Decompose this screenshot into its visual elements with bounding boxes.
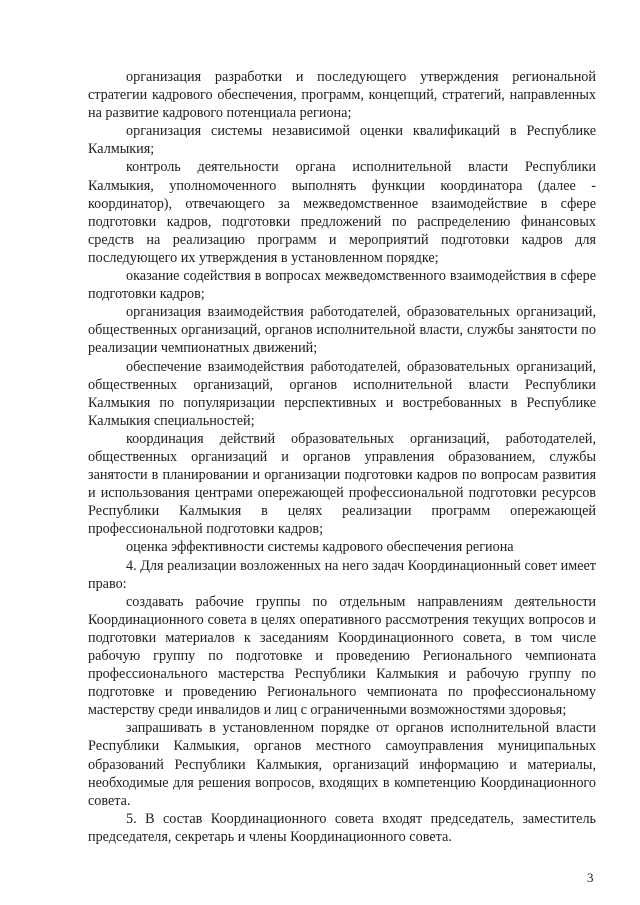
- paragraph: организация системы независимой оценки квалификаций в Республике Калмыкия;: [88, 123, 596, 158]
- page-number: 3: [587, 870, 594, 885]
- document-body: [88, 68, 596, 846]
- paragraph: оценка эффективности системы кадрового обеспечения региона: [126, 539, 514, 556]
- paragraph: организация взаимодействия работодателей, образовательных организаций, общественных организаций, органов исполнительной власти, службы занятости по реализации чемпионатных движений;: [88, 304, 596, 357]
- paragraph: оказание содействия в вопросах межведомственного взаимодействия в сфере подготовки кадров;: [88, 268, 596, 303]
- paragraph: создавать рабочие группы по отдельным направлениям деятельности Координационного совета в целях оперативного рассмотрения текущих вопросов и подготовки материалов к заседаниям Координационного совета, в том числе рабочую группу по подготовке и проведению Регионального чемпионата профессионального мастерства Республики Калмыкия и рабочую группу по подготовке и проведению Регионального чемпионата по профессиональному мастерству среди инвалидов и лиц с ограниченными возможностями здоровья;: [88, 593, 596, 719]
- paragraph: 4. Для реализации возложенных на него задач Координационный совет имеет право:: [88, 557, 596, 592]
- paragraph: обеспечение взаимодействия работодателей, образовательных организаций, общественных организаций, органов исполнительной власти Республики Калмыкия по популяризации перспективных и востребованных в Республике Калмыкия специальностей;: [88, 358, 596, 429]
- paragraph: контроль деятельности органа исполнительной власти Республики Калмыкия, уполномоченного выполнять функции координатора (далее - координатор), отвечающего за межведомственное взаимодействие в сфере подготовки кадров, подготовки предложений по распределению финансовых средств на реализацию программ и мероприятий подготовки кадров для последующего их утверждения в установленном порядке;: [88, 159, 596, 266]
- paragraph: 5. В состав Координационного совета входят председатель, заместитель председателя, секретарь и члены Координационного совета.: [88, 810, 596, 845]
- paragraph: запрашивать в установленном порядке от органов исполнительной власти Республики Калмыкия, органов местного самоуправления муниципальных образований Республики Калмыкия, организаций информацию и материалы, необходимые для решения вопросов, входящих в компетенцию Координационного совета.: [88, 720, 596, 809]
- paragraph: организация разработки и последующего утверждения региональной стратегии кадрового обеспечения, программ, концепций, стратегий, направленных на развитие кадрового потенциала региона;: [88, 69, 596, 122]
- paragraph: координация действий образовательных организаций, работодателей, общественных организаций и органов управления образованием, службы занятости в планировании и организации подготовки кадров по вопросам развития и использования центрами опережающей профессиональной подготовки ресурсов Республики Калмыкия в целях реализации программ опережающей профессиональной подготовки кадров;: [88, 430, 596, 538]
